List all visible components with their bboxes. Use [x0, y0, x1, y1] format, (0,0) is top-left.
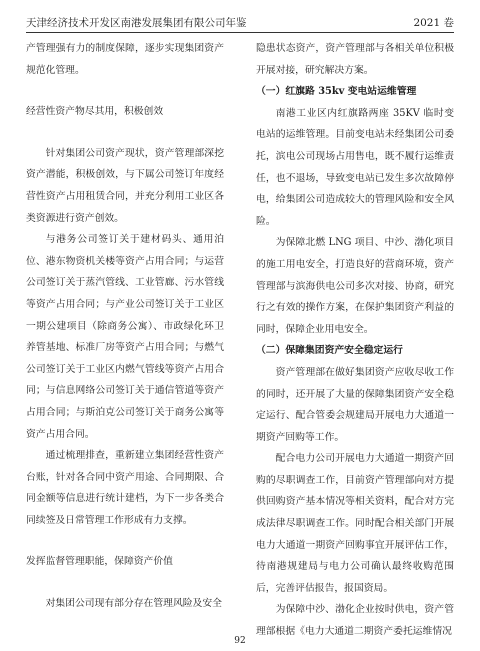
- paragraph: 配合电力公司开展电力大通道一期资产回购的尽职调查工作，目前资产管理部向对方提供回购资产基本情况等相关资料，配合对方完成法律尽职调查工作。同时配合相关部门开展电力大通道一期资产回购事宜开展评估工作，待南港规建局与电力公司确认最终收购范围后，完善评估报告，报国资局。: [256, 453, 454, 594]
- paragraph: 产管理强有力的制度保障，逐步实现集团资产规范化管理。: [26, 43, 224, 76]
- paragraph: 资产管理部在做好集团资产应收尽收工作的同时，还开展了大量的保障集团资产安全稳定运行、配合管委会规建局开展电力大通道一期资产回购等工作。: [256, 366, 454, 443]
- paragraph: 为保障中沙、渤化企业按时供电，资产管理部根据《电力大通道二期资产委托运维情况: [256, 604, 454, 638]
- running-header: [26, 10, 454, 33]
- paragraph: 为保障北燃 LNG 项目、中沙、渤化项目的施工用电安全，打造良好的营商环境，资产管理部与滨海供电公司多次对接、协商，研究行之有效的操作方案，在保护集团资产利益的同时，保障企业用电安全。: [256, 237, 454, 335]
- page-number: 92: [234, 636, 246, 646]
- header-year: 2021 卷: [413, 17, 454, 29]
- right-column: [256, 38, 454, 643]
- subsection-heading: （一）红旗路 35kv 变电站运维管理: [256, 86, 417, 98]
- section-heading: 经营性资产物尽其用，积极创效: [26, 106, 164, 118]
- paragraph: 针对集团公司资产现状，资产管理部深挖资产潜能，积极创效，与下属公司签订年度经营性资产占用租赁合同，并充分利用工业区各类资源进行资产创效。: [26, 147, 224, 224]
- paragraph: 对集团公司现有部分存在管理风险及安全: [45, 598, 222, 610]
- paragraph: 与港务公司签订关于建材码头、通用泊位、港东物资机关楼等资产占用合同；与运营公司签订关于蒸汽管线、工业管廊、污水管线等资产占用合同；与产业公司签订关于工业区一期公建项目（除商务公寓）、市政绿化环卫养管基地、标准厂房等资产占用合同；与燃气公司签订关于工业区内燃气管线等资产占用合同；与信息网络公司签订关于通信管道等资产占用合同；与斯泊克公司签订关于商务公寓等资产占用合同。: [26, 234, 224, 440]
- left-column: [26, 38, 224, 615]
- section-heading: 发挥监督管理职能，保障资产价值: [26, 556, 173, 568]
- subsection-heading: （二）保障集团资产安全稳定运行: [256, 345, 403, 357]
- header-title: 天津经济技术开发区南港发展集团有限公司年鉴: [26, 17, 247, 29]
- paragraph: 通过梳理排查，重新建立集团经营性资产台账，针对各合同中资产用途、合同期限、合同金额等信息进行统计建档，为下一步各类合同续签及日常管理工作形成有力支撑。: [26, 450, 224, 526]
- paragraph: 隐患状态资产，资产管理部与各相关单位积极开展对接，研究解决方案。: [256, 43, 454, 76]
- paragraph: 南港工业区内红旗路两座 35KV 临时变电站的运维管理。目前变电站未经集团公司委托，滨电公司现场占用售电，既不履行运维责任，也不退场，导致变电站已发生多次故障停电，给集团公司造成较大的管理风险和安全风险。: [256, 107, 454, 227]
